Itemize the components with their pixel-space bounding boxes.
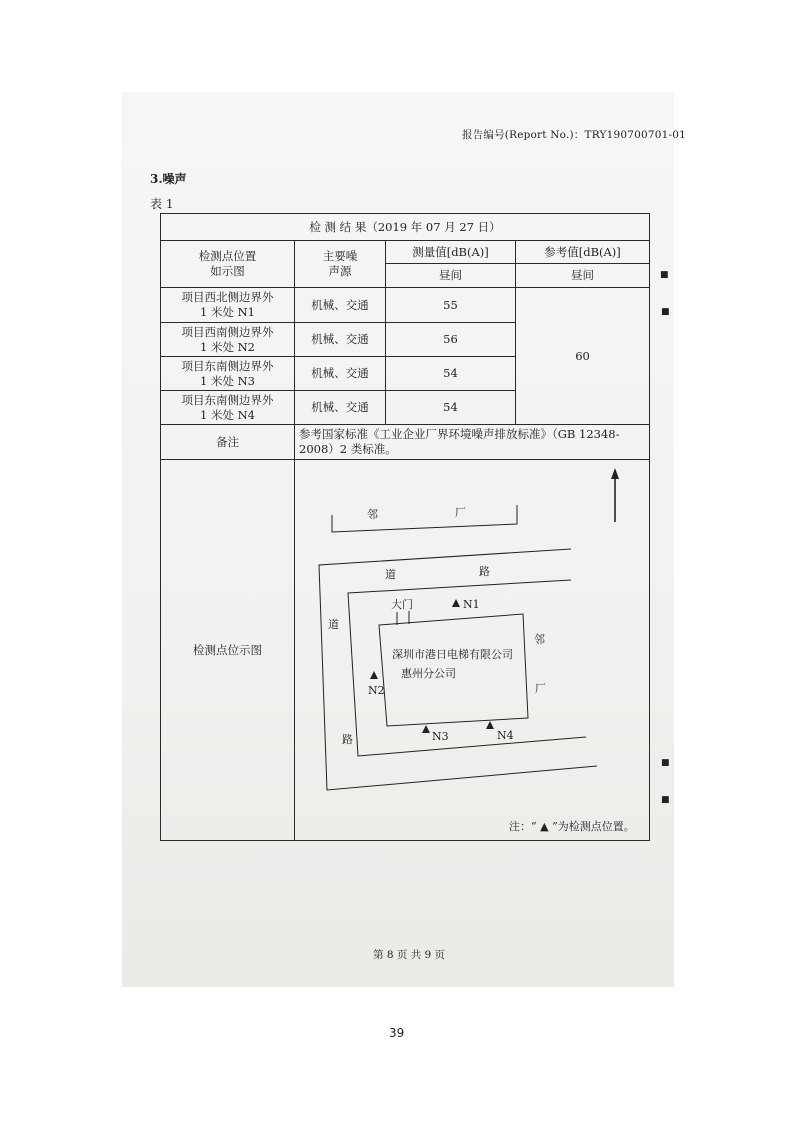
results-table (160, 213, 650, 841)
scan-speck: ■ (661, 307, 670, 317)
scan-speck: ■ (660, 270, 669, 280)
scan-speck: ■ (661, 795, 670, 805)
document-page-number: 39 (389, 1026, 405, 1040)
header-measured: 测量值[dB(A)] (386, 241, 516, 264)
scan-speck: ■ (661, 758, 670, 768)
n2-label: N2 (368, 684, 385, 697)
n4-label: N4 (497, 729, 514, 742)
road-left-label-1: 道 (328, 618, 339, 631)
n1-label: N1 (463, 598, 480, 611)
row-source: 机械、交通 (295, 288, 386, 323)
gate-label: 大门 (391, 598, 413, 611)
remark-label: 备注 (161, 425, 295, 460)
reference-value: 60 (516, 288, 650, 425)
table-row (161, 288, 650, 323)
road-outer-edge (319, 549, 597, 790)
remark-text: 参考国家标准《工业企业厂界环境噪声排放标准》（GB 12348-2008）2 类标准。 (295, 425, 650, 460)
row-source: 机械、交通 (295, 357, 386, 391)
road-top-label-2: 路 (479, 565, 490, 578)
n3-marker-icon (422, 725, 430, 733)
row-point: 项目西北侧边界外 1 米处 N1 (161, 288, 295, 323)
row-value: 54 (386, 391, 516, 425)
row-source: 机械、交通 (295, 323, 386, 357)
monitoring-diagram-cell (295, 460, 650, 841)
table-title: 检 测 结 果（2019 年 07 月 27 日） (161, 214, 650, 241)
top-neighbor-label-1: 邻 (367, 508, 378, 521)
report-number: 报告编号(Report No.)：TRY190700701-01 (462, 129, 687, 141)
header-point: 检测点位置 如示图 (161, 241, 295, 288)
row-value: 55 (386, 288, 516, 323)
road-top-label-1: 道 (385, 568, 396, 581)
section-title: 3.噪声 (150, 172, 187, 186)
top-neighbor-boundary (332, 505, 517, 532)
table-label: 表 1 (150, 197, 174, 211)
top-neighbor-label-2: 厂 (455, 506, 466, 519)
row-point: 项目东南侧边界外 1 米处 N3 (161, 357, 295, 391)
header-measured-daytime: 昼间 (386, 264, 516, 288)
page-footer: 第 8 页 共 9 页 (373, 949, 446, 961)
n4-marker-icon (486, 721, 494, 729)
header-reference: 参考值[dB(A)] (516, 241, 650, 264)
north-arrow-icon (611, 468, 619, 522)
right-neighbor-label-1: 邻 (534, 633, 545, 646)
company-name-line2: 惠州分公司 (401, 667, 456, 680)
row-value: 56 (386, 323, 516, 357)
header-reference-daytime: 昼间 (516, 264, 650, 288)
diagram-note: 注：“ ▲ ”为检测点位置。 (509, 820, 635, 833)
site-map (295, 460, 648, 840)
row-point: 项目东南侧边界外 1 米处 N4 (161, 391, 295, 425)
n3-label: N3 (432, 730, 449, 743)
company-name-line1: 深圳市港日电梯有限公司 (392, 648, 513, 661)
diagram-label: 检测点位示图 (161, 460, 295, 841)
n2-marker-icon (370, 671, 378, 679)
road-left-label-2: 路 (342, 733, 353, 746)
row-point: 项目西南侧边界外 1 米处 N2 (161, 323, 295, 357)
row-source: 机械、交通 (295, 391, 386, 425)
n1-marker-icon (452, 599, 460, 607)
row-value: 54 (386, 357, 516, 391)
header-source: 主要噪 声源 (295, 241, 386, 288)
right-neighbor-label-2: 厂 (535, 682, 546, 695)
